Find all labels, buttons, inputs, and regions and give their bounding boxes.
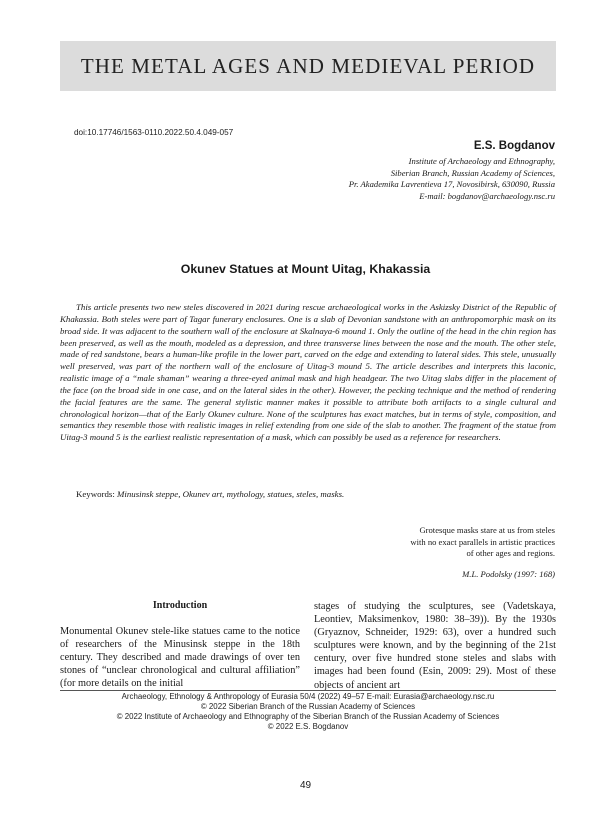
footer-copyright-line: © 2022 Siberian Branch of the Russian Academy of Sciences [200, 702, 416, 711]
epigraph-line: Grotesque masks stare at us from steles [419, 525, 555, 535]
author-name: E.S. Bogdanov [473, 140, 555, 152]
body-paragraph: stages of studying the sculptures, see (Vadetskaya, Leontiev, Maksimenkov, 1980: 38–39)). By the 1930s (Gryaznov, Schneider, 1929: 63), over a hundred such sculptures were known, and by the beginning of the 21st century, over five hundred stone steles and slabs with images had been found (Esin, 2009: 29). Most of these objects of ancient art [314, 601, 556, 691]
affiliation-line: Pr. Akademika Lavrentieva 17, Novosibirsk, 630090, Russia [348, 179, 555, 190]
author-affiliation [225, 156, 555, 202]
footer-copyright-line: © 2022 E.S. Bogdanov [267, 722, 349, 731]
keywords [60, 489, 556, 499]
article-title: Okunev Statues at Mount Uitag, Khakassia [180, 262, 431, 276]
intro-heading: Introduction [152, 600, 208, 611]
footer-divider [60, 690, 556, 691]
abstract: This article presents two new steles discovered in 2021 during rescue archaeological works in the Askizsky District of the Republic of Khakassia. Both steles were part of Tagar funerary enclosures. One is a slab of Devonian sandstone with an anthropomorphic mask on its broad side. It was adjacent to the southern wall of the enclosure at Skalnaya-6 mound 1. Only the outline of the head in the chin region has been preserved, as well as the mouth, modeled as a depression, and three transverse lines between the nose and the mouth. The other stele, made of red sandstone, bears a human-like profile in the lower part, carved on the edge and extending to lateral sides. This stele, unusually well preserved, was part of the northern wall of the enclosure of Uitag-3 mound 5. The article describes and interprets this laconic, realistic image of a “male shaman” wearing a three-eyed animal mask and high headgear. The two Uitag slabs differ in the placement of the face (on the broad side in one case, and on the lateral sides in the other). However, the pecking technique and the method of rendering the facial features are the same. The general stylistic manner makes it possible to attribute both artifacts to a single cultural and chronological horizon—that of the Early Okunev culture. None of the sculptures has exact matches, but in terms of style, composition, and semantics they resemble those with realistic images in relief extending from one side of the slab to another. The fragment of the statue from Uitag-3 mound 5 is the earliest realistic representation of a mask, which can possibly be used as a reference for researchers. [60, 302, 556, 443]
epigraph-line: of other ages and regions. [466, 548, 555, 559]
footer-journal-line: Archaeology, Ethnology & Anthropology of Eurasia 50/4 (2022) 49–57 E-mail: Eurasia@archaeology.nsc.ru [121, 692, 495, 701]
author-email: E-mail: bogdanov@archaeology.nsc.ru [419, 190, 555, 201]
body-column-left [60, 600, 300, 690]
section-title: THE METAL AGES AND MEDIEVAL PERIOD [80, 53, 536, 78]
doi-line: doi:10.17746/1563-0110.2022.50.4.049-057 [74, 128, 234, 137]
keywords-label: Keywords: [76, 489, 115, 499]
body-column-right [314, 600, 556, 692]
affiliation-line: Institute of Archaeology and Ethnography, [408, 156, 555, 166]
page-number: 49 [299, 780, 312, 791]
affiliation-line: Siberian Branch, Russian Academy of Sciences, [390, 167, 555, 178]
epigraph-line: with no exact parallels in artistic practices [410, 536, 555, 547]
footer [60, 692, 556, 732]
epigraph [355, 525, 555, 560]
footer-copyright-line: © 2022 Institute of Archaeology and Ethnography of the Siberian Branch of the Russian Academy of Sciences [116, 712, 500, 721]
keywords-list: Minusinsk steppe, Okunev art, mythology, statues, steles, masks. [117, 489, 345, 499]
epigraph-source: M.L. Podolsky (1997: 168) [462, 569, 555, 579]
body-paragraph: Monumental Okunev stele-like statues came to the notice of researchers of the Minusinsk steppe in the 18th century. They described and made drawings of over ten stones of “unclear chronological and cultural affiliation” (for more details on the initial [60, 626, 300, 690]
section-header-band [60, 41, 556, 91]
